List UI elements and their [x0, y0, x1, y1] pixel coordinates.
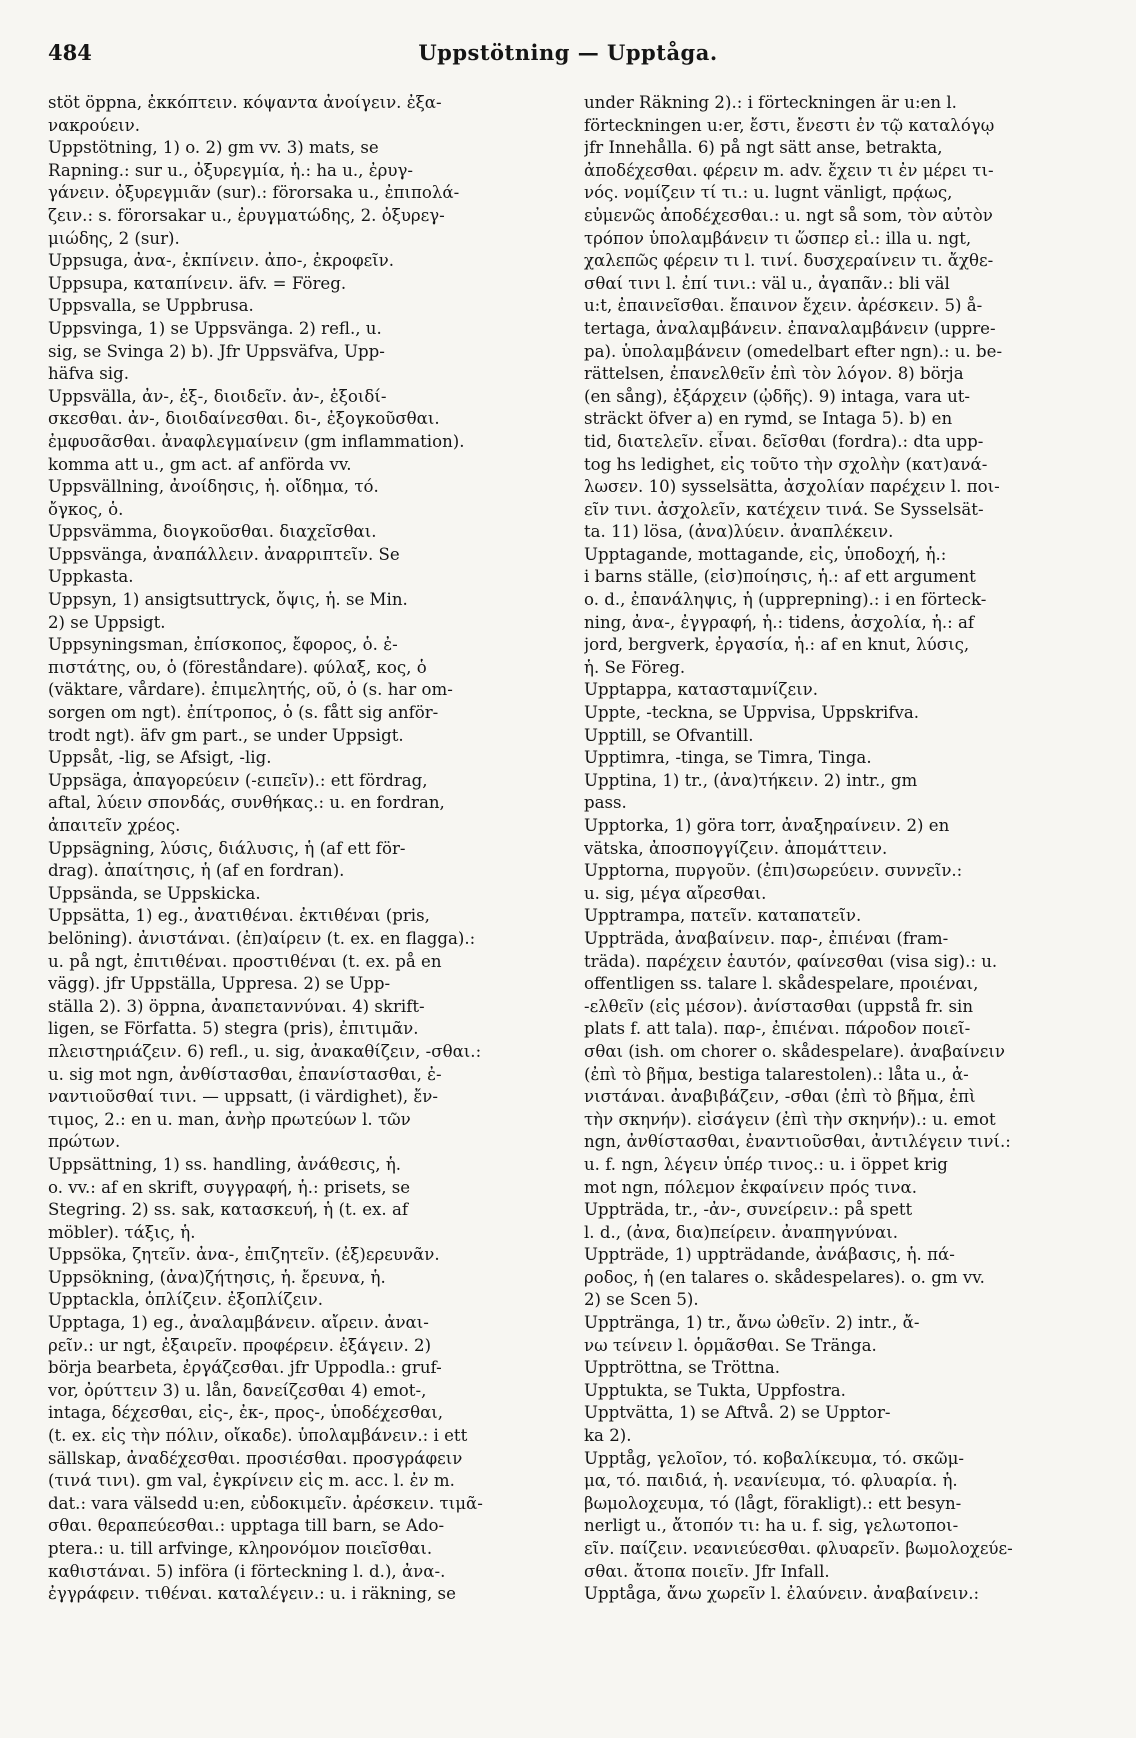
entry-line: tid, διατελεῖν. εἶναι. δεῖσθαι (fordra).: dta upp-	[584, 431, 984, 451]
entry-line: βωμολοχευμα, τό (lågt, förakligt).: ett besyn-	[584, 1493, 962, 1513]
running-head: Uppstötning — Upptåga.	[418, 40, 718, 65]
entry-line: pa). ὑπολαμβάνειν (omedelbart efter ngn).: u. be-	[584, 341, 1003, 361]
entry-line: mot ngn, πόλεμον ἐκφαίνειν πρός τινα.	[584, 1177, 917, 1197]
entry-line: Uppsuga, ἀνα-, ἐκπίνειν. ἀπο-, ἐκροφεῖν.	[48, 251, 395, 271]
entry-line: Uppsända, se Uppskicka.	[48, 883, 261, 903]
entry-line: under Räkning 2).: i förteckningen är u:en l.	[584, 93, 957, 112]
entry-line: 2) se Scen 5).	[584, 1290, 699, 1310]
entry-line: τιμος, 2.: en u. man, ἀνὴρ πρωτεύων l. τῶν	[48, 1109, 411, 1129]
entry-line: nerligt u., ἄτοπόν τι: ha u. f. sig, γελωτοποι-	[584, 1516, 959, 1536]
entry-line: λωσεν. 10) sysselsätta, ἀσχολίαν παρέχειν l. ποι-	[584, 477, 1000, 497]
entry-line: ἡ. Se Föreg.	[584, 657, 686, 677]
entry-line: μιώδης, 2 (sur).	[48, 228, 180, 248]
entry-line: ζειν.: s. förorsakar u., ἐρυγματώδης, 2. ὀξυρεγ-	[48, 205, 445, 225]
entry-line: trodt ngt). äfv gm part., se under Uppsigt.	[48, 725, 404, 745]
entry-line: tog hs ledighet, εἰς τοῦτο τὴν σχολὴν (κατ)ανά-	[584, 454, 988, 474]
entry-line: ka 2).	[584, 1426, 632, 1446]
entry-line: Uppsöka, ζητεῖν. ἀνα-, ἐπιζητεῖν. (ἐξ)ερευνᾶν.	[48, 1245, 440, 1265]
entry-line: Uppsökning, (ἀνα)ζήτησις, ἡ. ἔρευνα, ἡ.	[48, 1267, 386, 1287]
entry-line: νός. νομίζειν τί τι.: u. lugnt vänligt, πρᾴως,	[584, 183, 953, 203]
entry-line: o. d., ἐπανάληψις, ἡ (upprepning).: i en förteck-	[584, 590, 987, 610]
entry-line: καθιστάναι. 5) införa (i förteckning l. d.), ἀνα-.	[48, 1561, 446, 1581]
entry-line: i barns ställe, (εἰσ)ποίησις, ἡ.: af ett argument	[584, 567, 976, 587]
entry-line: ἐμφυσᾶσθαι. ἀναφλεγμαίνειν (gm inflammation).	[48, 431, 465, 451]
entry-line: ἀποδέχεσθαι. φέρειν m. adv. ἔχειν τι ἐν μέρει τι-	[584, 160, 994, 180]
entry-line: (en sång), ἐξάρχειν (ᾠδῆς). 9) intaga, vara ut-	[584, 386, 971, 406]
entry-line: Upptåga, ἄνω χωρεῖν l. ἐλαύνειν. ἀναβαίνειν.:	[584, 1584, 980, 1604]
entry-line: Uppsyningsman, ἐπίσκοπος, ἔφορος, ὁ. ἐ-	[48, 635, 398, 655]
entry-line: Upptaga, 1) eg., ἀναλαμβάνειν. αἴρειν. ἀναι-	[48, 1313, 429, 1333]
entry-line: σκεσθαι. ἀν-, διοιδαίνεσθαι. δι-, ἐξογκοῦσθαι.	[48, 409, 440, 429]
entry-line: Upptina, 1) tr., (ἀνα)τήκειν. 2) intr., gm	[584, 770, 918, 790]
entry-line: νακρούειν.	[48, 115, 140, 135]
entry-line: offentligen ss. talare l. skådespelare, προιέναι,	[584, 974, 979, 994]
entry-line: ὄγκος, ὁ.	[48, 499, 124, 519]
entry-line: σθαι. ἄτοπα ποιεῖν. Jfr Infall.	[584, 1561, 830, 1581]
entry-line: πρώτων.	[48, 1132, 121, 1152]
entry-line: aftal, λύειν σπονδάς, συνθήκας.: u. en fordran,	[48, 793, 445, 813]
entry-line: ngn, ἀνθίστασθαι, ἐναντιοῦσθαι, ἀντιλέγειν τινί.:	[584, 1132, 1011, 1152]
entry-line: πλειστηριάζειν. 6) refl., u. sig, ἀνακαθίζειν, -σθαι.:	[48, 1041, 482, 1061]
entry-line: Uppsättning, 1) ss. handling, ἀνάθεσις, ἡ.	[48, 1154, 402, 1174]
entry-line: Stegring. 2) ss. sak, κατασκευή, ἡ (t. ex. af	[48, 1200, 408, 1220]
entry-line: drag). ἀπαίτησις, ἡ (af en fordran).	[48, 861, 345, 881]
entry-line: Upptröttna, se Tröttna.	[584, 1358, 781, 1378]
entry-line: Uppsupa, καταπίνειν. äfv. = Föreg.	[48, 273, 347, 293]
entry-line: Upptill, se Ofvantill.	[584, 725, 754, 745]
entry-line: komma att u., gm act. af anförda vv.	[48, 454, 352, 474]
entry-line: ning, ἀνα-, ἐγγραφή, ἡ.: tidens, ἀσχολία, ἡ.: af	[584, 612, 975, 632]
entry-line: träda). παρέχειν ἑαυτόν, φαίνεσθαι (visa sig).: u.	[584, 951, 998, 971]
entry-line: sträckt öfver a) en rymd, se Intaga 5). b) en	[584, 409, 953, 429]
entry-line: Uppsvalla, se Uppbrusa.	[48, 296, 254, 316]
entry-line: häfva sig.	[48, 364, 129, 384]
entry-line: Upptorna, πυργοῦν. (ἐπι)σωρεύειν. συννεῖν.:	[584, 861, 963, 881]
entry-line: μα, τό. παιδιά, ἡ. νεανίευμα, τό. φλυαρία. ἡ.	[584, 1471, 958, 1491]
entry-line: τὴν σκηνήν). εἰσάγειν (ἐπὶ τὴν σκηνήν).: u. emot	[584, 1109, 996, 1129]
entry-line: u:t, ἐπαινεῖσθαι. ἔπαινον ἔχειν. ἀρέσκειν. 5) å-	[584, 296, 983, 316]
entry-line: ρεῖν.: ur ngt, ἐξαιρεῖν. προφέρειν. ἐξάγειν. 2)	[48, 1335, 432, 1355]
entry-line: jord, bergverk, ἐργασία, ἡ.: af en knut, λύσις,	[584, 635, 970, 655]
entry-line: l. d., (ἀνα, δια)πείρειν. ἀναπηγνύναι.	[584, 1222, 899, 1242]
entry-line: pass.	[584, 793, 627, 813]
entry-line: förteckningen u:er, ἔστι, ἔνεστι ἐν τῷ καταλόγῳ	[584, 115, 995, 135]
entry-line: Uppsvinga, 1) se Uppsvänga. 2) refl., u.	[48, 318, 382, 338]
entry-line: belöning). ἀνιστάναι. (ἐπ)αίρειν (t. ex. en flagga).:	[48, 928, 476, 948]
entry-line: Upptåg, γελοῖον, τό. κοβαλίκευμα, τό. σκῶμ-	[584, 1448, 964, 1468]
entry-line: σθαί τινι l. ἐπί τινι.: väl u., ἀγαπᾶν.: bli väl	[584, 273, 950, 293]
entry-line: (t. ex. εἰς τὴν πόλιν, οἴκαδε). ὑπολαμβάνειν.: i ett	[48, 1426, 468, 1446]
entry-line: χαλεπῶς φέρειν τι l. τινί. δυσχεραίνειν τι. ἄχθε-	[584, 251, 994, 271]
right-column	[584, 92, 1112, 1606]
entry-line: Uppsvällning, ἀνοίδησις, ἡ. οἴδημα, τό.	[48, 477, 379, 497]
entry-line: (ἐπὶ τὸ βῆμα, bestiga talarestolen).: låta u., ἀ-	[584, 1064, 969, 1084]
entry-line: ἀπαιτεῖν χρέος.	[48, 816, 181, 835]
entry-line: tertaga, ἀναλαμβάνειν. ἐπαναλαμβάνειν (uppre-	[584, 318, 996, 338]
entry-line: (τινά τινι). gm val, ἐγκρίνειν εἰς m. acc. l. ἐν m.	[48, 1471, 455, 1491]
entry-line: ναντιοῦσθαί τινι. — uppsatt, (i värdighet), ἔν-	[48, 1087, 438, 1107]
entry-line: νω τείνειν l. ὁρμᾶσθαι. Se Tränga.	[584, 1335, 877, 1355]
entry-line: u. sig mot ngn, ἀνθίστασθαι, ἐπανίστασθαι, ἐ-	[48, 1064, 442, 1084]
entry-line: εῖν τινι. ἀσχολεῖν, κατέχειν τινά. Se Sysselsät-	[584, 499, 984, 519]
entry-line: πιστάτης, ου, ὁ (föreståndare). φύλαξ, κος, ὁ	[48, 657, 427, 677]
entry-line: γάνειν. ὀξυρεγμιᾶν (sur).: förorsaka u., ἐπιπολά-	[48, 183, 460, 203]
entry-line: u. f. ngn, λέγειν ὑπέρ τινος.: u. i öppet krig	[584, 1154, 948, 1174]
entry-line: Uppsäga, ἀπαγορεύειν (-ειπεῖν).: ett fördrag,	[48, 770, 428, 790]
entry-line: vägg). jfr Uppställa, Uppresa. 2) se Upp-	[48, 974, 391, 994]
entry-line: νιστάναι. ἀναβιβάζειν, -σθαι (ἐπὶ τὸ βῆμα, ἐπὶ	[584, 1087, 976, 1107]
entry-line: (väktare, vårdare). ἐπιμελητής, οῦ, ὁ (s. har om-	[48, 680, 453, 700]
entry-line: stöt öppna, ἐκκόπτειν. κόψαντα ἀνοίγειν. ἐξα-	[48, 93, 442, 112]
entry-line: plats f. att tala). παρ-, ἐπιέναι. πάροδον ποιεῖ-	[584, 1019, 971, 1039]
entry-line: ställa 2). 3) öppna, ἀναπεταννύναι. 4) skrift-	[48, 996, 425, 1016]
entry-line: Uppträde, 1) uppträdande, ἀνάβασις, ἡ. πά-	[584, 1245, 955, 1265]
entry-line: sig, se Svinga 2) b). Jfr Uppsväfva, Upp-	[48, 341, 385, 361]
entry-line: Upptorka, 1) göra torr, ἀναξηραίνειν. 2) en	[584, 816, 950, 835]
entry-line: 2) se Uppsigt.	[48, 612, 166, 632]
entry-line: σθαι (ish. om chorer o. skådespelare). ἀναβαίνειν	[584, 1041, 1005, 1061]
entry-line: Upptimra, -tinga, se Timra, Tinga.	[584, 748, 872, 768]
entry-line: sorgen om ngt). ἐπίτροπος, ὁ (s. fått sig anför-	[48, 703, 439, 723]
entry-line: Uppsåt, -lig, se Afsigt, -lig.	[48, 748, 272, 768]
left-column	[48, 92, 560, 1606]
page-number: 484	[48, 40, 92, 65]
entry-line: ta. 11) lösa, (ἀνα)λύειν. ἀναπλέκειν.	[584, 522, 894, 542]
entry-line: intaga, δέχεσθαι, εἰς-, ἐκ-, προς-, ὑποδέχεσθαι,	[48, 1403, 444, 1423]
entry-line: Upptagande, mottagande, εἰς, ὑποδοχή, ἡ.:	[584, 544, 947, 564]
entry-line: εῖν. παίζειν. νεανιεύεσθαι. φλυαρεῖν. βωμολοχεύε-	[584, 1539, 1013, 1558]
entry-line: ptera.: u. till arfvinge, κληρονόμον ποιεῖσθαι.	[48, 1539, 433, 1558]
entry-line: Uppstötning, 1) o. 2) gm vv. 3) mats, se	[48, 138, 379, 158]
entry-line: dat.: vara välsedd u:en, εὐδοκιμεῖν. ἀρέσκειν. τιμᾶ-	[48, 1493, 483, 1513]
entry-line: ἐγγράφειν. τιθέναι. καταλέγειν.: u. i räkning, se	[48, 1584, 456, 1604]
entry-line: sällskap, ἀναδέχεσθαι. προσιέσθαι. προσγράφειν	[48, 1448, 463, 1468]
entry-line: u. på ngt, ἐπιτιθέναι. προστιθέναι (t. ex. på en	[48, 951, 442, 971]
entry-line: Upptvätta, 1) se Aftvå. 2) se Upptor-	[584, 1403, 891, 1423]
entry-line: u. sig, μέγα αἴρεσθαι.	[584, 883, 767, 903]
entry-line: Uppträngа, 1) tr., ἄνω ὠθεῖν. 2) intr., ἄ-	[584, 1313, 920, 1333]
entry-line: Upptappa, κατασταμνίζειν.	[584, 680, 818, 700]
entry-line: vätska, ἀποσπογγίζειν. ἀπομάττειν.	[584, 838, 888, 858]
entry-line: Uppträda, tr., -ἀν-, συνείρειν.: på spett	[584, 1200, 913, 1220]
entry-line: ροδος, ἡ (en talares o. skådespelares). o. gm vv.	[584, 1267, 985, 1287]
entry-line: Uppsvälla, ἀν-, ἐξ-, διοιδεῖν. ἀν-, ἐξοιδί-	[48, 386, 387, 406]
entry-line: -ελθεῖν (εἰς μέσον). ἀνίστασθαι (uppstå fr. sin	[584, 996, 974, 1016]
entry-line: Uppsvämma, διογκοῦσθαι. διαχεῖσθαι.	[48, 522, 377, 542]
entry-line: jfr Innehålla. 6) på ngt sätt anse, betrakta,	[584, 138, 943, 158]
entry-line: Uppkasta.	[48, 567, 134, 587]
entry-line: Rapning.: sur u., ὀξυρεγμία, ἡ.: ha u., ἐρυγ-	[48, 160, 414, 180]
entry-line: vor, ὀρύττειν 3) u. lån, δανείζεσθαι 4) emot-,	[48, 1380, 427, 1400]
entry-line: ligen, se Författa. 5) stegra (pris), ἐπιτιμᾶν.	[48, 1019, 419, 1039]
entry-line: Upptukta, se Tukta, Uppfostra.	[584, 1380, 846, 1400]
entry-line: σθαι. θεραπεύεσθαι.: upptaga till barn, se Ado-	[48, 1516, 445, 1536]
entry-line: Uppträda, ἀναβαίνειν. παρ-, ἐπιέναι (fram-	[584, 928, 949, 948]
entry-line: Upptrampa, πατεῖν. καταπατεῖν.	[584, 906, 862, 926]
entry-line: Upptackla, ὁπλίζειν. ἐξοπλίζειν.	[48, 1290, 323, 1310]
entry-line: Uppsätta, 1) eg., ἀνατιθέναι. ἐκτιθέναι (pris,	[48, 906, 430, 926]
entry-line: τρόπον ὑπολαμβάνειν τι ὥσπερ εἰ.: illa u. ngt,	[584, 228, 972, 248]
entry-line: rättelsen, ἐπανελθεῖν ἐπὶ τὸν λόγον. 8) börja	[584, 364, 964, 384]
entry-line: Uppte, -teckna, se Uppvisa, Uppskrifva.	[584, 703, 920, 723]
entry-line: o. vv.: af en skrift, συγγραφή, ἡ.: prisets, se	[48, 1177, 411, 1197]
entry-line: möbler). τάξις, ἡ.	[48, 1222, 196, 1242]
entry-line: börja bearbeta, ἐργάζεσθαι. jfr Uppodla.: gruf-	[48, 1358, 442, 1378]
entry-line: Uppsyn, 1) ansigtsuttryck, ὄψις, ἡ. se Min.	[48, 590, 408, 610]
entry-line: εὐμενῶς ἀποδέχεσθαι.: u. ngt så som, τὸν αὐτὸν	[584, 205, 993, 225]
entry-line: Uppsägning, λύσις, διάλυσις, ἡ (af ett för-	[48, 838, 406, 858]
entry-line: Uppsvänga, ἀναπάλλειν. ἀναρριπτεῖν. Se	[48, 544, 400, 564]
